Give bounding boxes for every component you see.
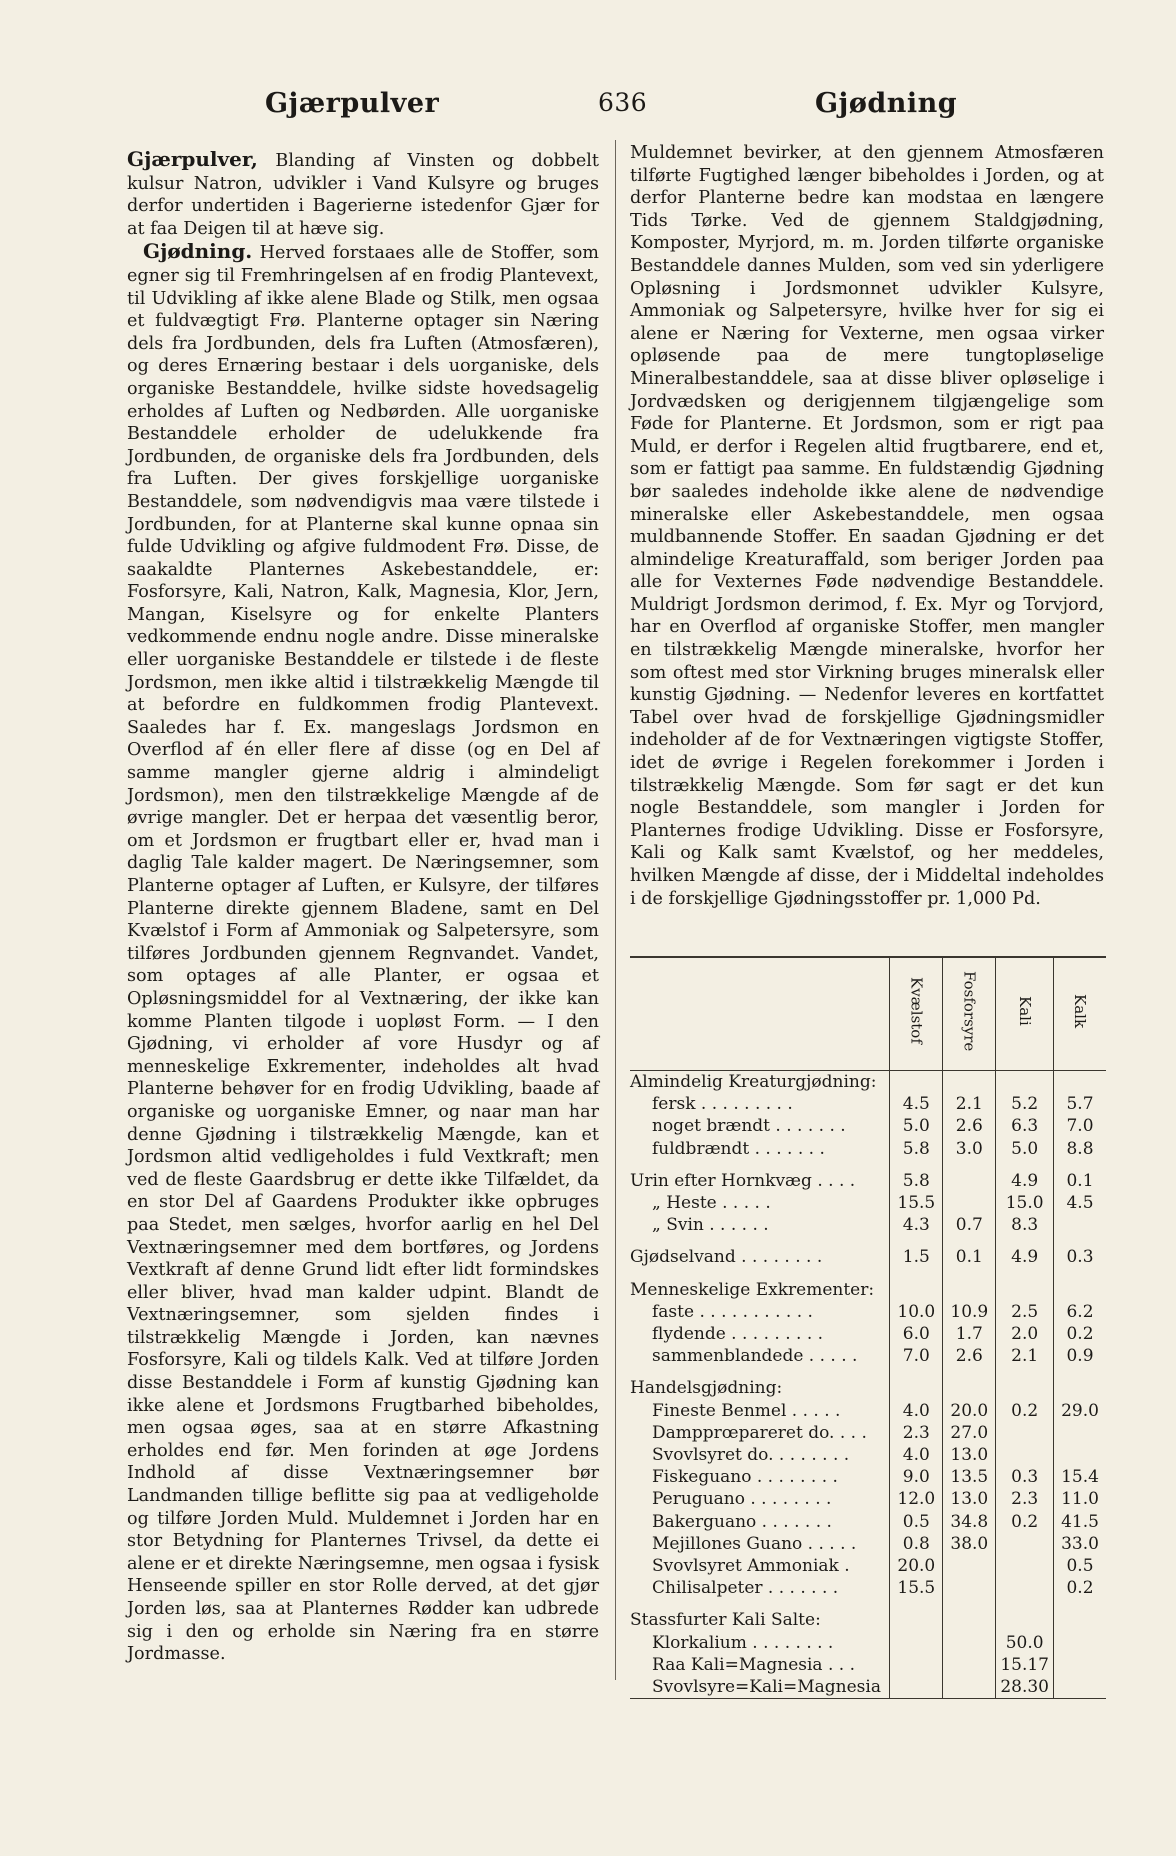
cell-value: 15.5 [890, 1577, 943, 1599]
row-label: Raa Kali=Magnesia . . . [652, 1654, 855, 1675]
cell-value [943, 1071, 996, 1094]
table-body [630, 1071, 1106, 1699]
cell-value: 4.0 [890, 1444, 943, 1466]
table-row [630, 1632, 1106, 1654]
cell-value: 2.1 [996, 1345, 1054, 1367]
table-row [630, 1599, 1106, 1631]
cell-value: 13.0 [943, 1444, 996, 1466]
cell-value [943, 1555, 996, 1577]
cell-value: 0.9 [1054, 1345, 1107, 1367]
cell-value: 4.5 [890, 1093, 943, 1115]
cell-value: 0.5 [1054, 1555, 1107, 1577]
cell-value: 8.3 [996, 1214, 1054, 1236]
cell-value: 0.2 [996, 1511, 1054, 1533]
column-header: Kvælstof [890, 957, 943, 1071]
cell-value: 10.0 [890, 1301, 943, 1323]
cell-value [1054, 1676, 1107, 1699]
cell-value: 5.2 [996, 1093, 1054, 1115]
continued-text: Muldemnet bevirker, at den gjennem Atmosfæren tilførte Fugtighed længer bibeholdes i Jorden, og at derfor Planterne bedre kan modstaa en længere Tids Tørke. Ved de gjennem Staldgjødning, Komposter, Myrjord, m. m. Jorden tilførte organiske Bestanddele dannes Mulden, som ved sin yderligere Opløsning i Jordsmonnet udvikler Kulsyre, Ammoniak og Salpetersyre, hvilke hver for sig ei alene er Næring for Vexterne, men ogsaa virker opløsende paa de mere tungtopløselige Mineralbestanddele, saa at disse bliver opløselige i Jordvædsken og derigjennem tilgjængelige som Føde for Planterne. Et Jordsmon, som er rigt paa Muld, er derfor i Regelen altid frugtbarere, end et, som er fattigt paa samme. En fuldstændig Gjødning bør saaledes indeholde ikke alene de nødvendige mineralske eller Askebestanddele, men ogsaa muldbannende Stoffer. En saadan Gjødning er det almindelige Kreaturaffald, som beriger Jorden paa alle for Vexternes Føde nødvendige Bestanddele. Muldrigt Jordsmon derimod, f. Ex. Myr og Torvjord, har en Overflod af organiske Stoffer, men mangler en tilstrækkelig Mængde mineralske, hvorfor her som oftest med stor Virkning bruges mineralsk eller kunstig Gjødning. — Nedenfor leveres en kortfattet Tabel over hvad de forskjellige Gjødningsmidler indeholder af de for Vextnæringen vigtigste Stoffer, idet de øvrige i Regelen forekommer i Jorden i tilstrækkelig Mængde. Som før sagt er det kun nogle Bestanddele, som mangler i Jorden for Planternes frodige Udvikling. Disse er Fosforsyre, Kali og Kalk samt Kvælstof, og her meddeles, hvilken Mængde af disse, der i Middeltal indeholdes i de forskjellige Gjødningsstoffer pr. 1,000 Pd. [630, 143, 1104, 909]
cell-value [996, 1269, 1054, 1301]
cell-value: 13.5 [943, 1466, 996, 1488]
table-row [630, 1236, 1106, 1268]
cell-value: 20.0 [890, 1555, 943, 1577]
cell-value: 6.0 [890, 1323, 943, 1345]
cell-value [996, 1599, 1054, 1631]
row-label: Gjødselvand . . . . . . . . [630, 1247, 823, 1268]
cell-value [890, 1676, 943, 1699]
row-label: flydende . . . . . . . . . [652, 1324, 824, 1345]
cell-value: 0.5 [890, 1511, 943, 1533]
row-label: Almindelig Kreaturgjødning: [630, 1072, 877, 1092]
fertilizer-table [630, 956, 1106, 1699]
row-label: Handelsgjødning: [630, 1378, 783, 1399]
cell-value [943, 1160, 996, 1192]
entry-text: Herved forstaaes alle de Stoffer, som egner sig til Fremhringelsen af en frodig Plantevext, til Udvikling af ikke alene Blade og Stilk, men ogsaa et fuldvægtigt Frø. Planterne optager sin Næring dels fra Jordbunden, dels fra Luften (Atmosfæren), og deres Ernæring bestaar i dels uorganiske, dels organiske Bestanddele, hvilke sidste hovedsagelig erholdes af Luften og Nedbørden. Alle uorganiske Bestanddele erholder de udelukkende fra Jordbunden, de organiske dels fra Jordbunden, dels fra Luften. Der gives forskjellige uorganiske Bestanddele, som nødvendigvis maa være tilstede i Jordbunden, for at Planterne skal kunne opnaa sin fulde Udvikling og afgive fuldmodent Frø. Disse, de saakaldte Planternes Askebestanddele, er: Fosforsyre, Kali, Natron, Kalk, Magnesia, Klor, Jern, Mangan, Kiselsyre og for enkelte Planters vedkommende endnu nogle andre. Disse mineralske eller uorganiske Bestanddele er tilstede i de fleste Jordsmon, men ikke altid i tilstrækkelig Mængde til at befordre en fuldkommen frodig Plantevext. Saaledes har f. Ex. mangeslags Jordsmon en Overflod af én eller flere af disse (og en Del af samme mangler gjerne aldrig i almindeligt Jordsmon), men den tilstrækkelige Mængde af de øvrige mangler. Det er herpaa det væsentlig beror, om et Jordsmon er frugtbart eller er, hvad man i daglig Tale kalder magert. De Næringsemner, som Planterne optager af Luften, er Kulsyre, der tilføres Planterne direkte gjennem Bladene, samt en Del Kvælstof i Form af Ammoniak og Salpetersyre, som tilføres Jordbunden gjennem Regnvandet. Vandet, som optages af alle Planter, er ogsaa et Opløsningsmiddel for al Vextnæring, der ikke kan komme Planten tilgode i uopløst Form. — I den Gjødning, vi erholder af vore Husdyr og af menneskelige Exkrementer, indeholdes alt hvad Planterne behøver for en frodig Udvikling, baade af organiske og uorganiske Emner, og naar man har denne Gjødning i tilstrækkelig Mængde, kan et Jordsmon altid vedligeholdes i fuld Vextkraft; men ved de fleste Gaardsbrug er dette ikke Tilfældet, da en stor Del af Gaardens Produkter ikke opbruges paa Stedet, men sælges, hvorfor aarlig en hel Del Vextnæringsemner med dem bortføres, og Jordens Vextkraft af denne Grund lidt efter lidt formindskes eller bliver, hvad man kalder udpint. Blandt de Vextnæringsemner, som sjelden findes i tilstrækkelig Mængde i Jorden, kan nævnes Fosforsyre, Kali og tildels Kalk. Ved at tilføre Jorden disse Bestanddele i Form af kunstig Gjødning kan ikke alene et Jordsmons Frugtbarhed bibeholdes, men ogsaa øges, saa at en større Afkastning erholdes end før. Men forinden at øge Jordens Indhold af disse Vextnæringsemner bør Landmanden tillige beflitte sig paa at vedligeholde og tilføre Jorden Muld. Muldemnet i Jorden har en stor Betydning for Planternes Trivsel, da dette ei alene er et direkte Næringsemne, men ogsaa i fysisk Henseende spiller en stor Rolle derved, at det gjør Jorden løs, saa at Planternes Rødder kan udbrede sig i den og erholde sin Næring fra en større Jordmasse. [127, 243, 599, 1665]
row-label: Urin efter Hornkvæg . . . . [630, 1170, 856, 1191]
cell-value: 0.2 [1054, 1323, 1107, 1345]
cell-value [996, 1367, 1054, 1399]
row-label: Klorkalium . . . . . . . . [652, 1632, 834, 1653]
cell-value: 2.5 [996, 1301, 1054, 1323]
cell-value: 5.8 [890, 1160, 943, 1192]
cell-value: 0.8 [890, 1533, 943, 1555]
cell-value: 27.0 [943, 1422, 996, 1444]
cell-value [996, 1444, 1054, 1466]
cell-value [943, 1367, 996, 1399]
cell-value: 15.0 [996, 1192, 1054, 1214]
row-label: Fiskeguano . . . . . . . . [652, 1467, 838, 1488]
cell-value [996, 1555, 1054, 1577]
cell-value: 4.9 [996, 1160, 1054, 1192]
cell-value: 0.7 [943, 1214, 996, 1236]
row-label: Svovlsyre=Kali=Magnesia [630, 1676, 890, 1699]
right-column [630, 142, 1104, 910]
table-row [630, 1511, 1106, 1533]
row-label: fersk . . . . . . . . . [652, 1094, 793, 1115]
table-row [630, 1071, 1106, 1094]
table-header-label-cell [630, 957, 890, 1071]
cell-value: 34.8 [943, 1511, 996, 1533]
row-label: Peruguano . . . . . . . . [652, 1489, 832, 1510]
cell-value: 7.0 [890, 1345, 943, 1367]
cell-value: 11.0 [1054, 1488, 1107, 1510]
cell-value: 50.0 [996, 1632, 1054, 1654]
cell-value: 2.3 [996, 1488, 1054, 1510]
cell-value [943, 1269, 996, 1301]
cell-value: 33.0 [1054, 1533, 1107, 1555]
table-row [630, 1676, 1106, 1699]
row-label: Svovlsyret Ammoniak . [652, 1556, 850, 1577]
row-label: Svovlsyret do. . . . . . . . [652, 1445, 850, 1466]
cell-value: 2.0 [996, 1323, 1054, 1345]
table-row [630, 1345, 1106, 1367]
running-head-right: Gjødning [815, 88, 958, 119]
cell-value: 7.0 [1054, 1115, 1107, 1137]
row-label: noget brændt . . . . . . . [652, 1116, 846, 1137]
table-row [630, 1093, 1106, 1115]
table-row [630, 1214, 1106, 1236]
cell-value [1054, 1654, 1107, 1676]
cell-value [1054, 1071, 1107, 1094]
cell-value: 12.0 [890, 1488, 943, 1510]
cell-value [1054, 1214, 1107, 1236]
table-row [630, 1488, 1106, 1510]
table-row [630, 1555, 1106, 1577]
table-row [630, 1115, 1106, 1137]
cell-value: 6.3 [996, 1115, 1054, 1137]
cell-value [890, 1367, 943, 1399]
cell-value: 10.9 [943, 1301, 996, 1323]
table-row [630, 1160, 1106, 1192]
cell-value [1054, 1422, 1107, 1444]
cell-value: 29.0 [1054, 1400, 1107, 1422]
table-row [630, 1577, 1106, 1599]
row-label: Fineste Benmel . . . . . [652, 1400, 841, 1421]
entry-gjaerpulver [127, 148, 599, 240]
table-row [630, 1301, 1106, 1323]
table-row [630, 1138, 1106, 1160]
cell-value: 15.4 [1054, 1466, 1107, 1488]
cell-value: 0.3 [1054, 1236, 1107, 1268]
cell-value [943, 1192, 996, 1214]
table-row [630, 1400, 1106, 1422]
cell-value: 6.2 [1054, 1301, 1107, 1323]
row-label: fuldbrændt . . . . . . . [652, 1138, 825, 1159]
row-label: „ Svin . . . . . . [652, 1215, 769, 1236]
entry-term: Gjærpulver, [127, 147, 258, 171]
table-row [630, 1466, 1106, 1488]
cell-value [1054, 1269, 1107, 1301]
cell-value: 15.5 [890, 1192, 943, 1214]
cell-value: 9.0 [890, 1466, 943, 1488]
page-number: 636 [598, 88, 648, 117]
cell-value: 3.0 [943, 1138, 996, 1160]
cell-value: 4.0 [890, 1400, 943, 1422]
cell-value: 1.7 [943, 1323, 996, 1345]
row-label: faste . . . . . . . . . . . [652, 1301, 813, 1322]
cell-value: 0.3 [996, 1466, 1054, 1488]
cell-value [890, 1632, 943, 1654]
cell-value [943, 1577, 996, 1599]
entry-gjodning [127, 240, 599, 1665]
cell-value: 13.0 [943, 1488, 996, 1510]
cell-value: 2.3 [890, 1422, 943, 1444]
cell-value: 28.30 [996, 1676, 1054, 1699]
column-header: Kali [996, 957, 1054, 1071]
cell-value: 2.6 [943, 1345, 996, 1367]
cell-value [996, 1071, 1054, 1094]
cell-value: 4.3 [890, 1214, 943, 1236]
table-row [630, 1269, 1106, 1301]
row-label: Dampprœpareret do. . . . [652, 1422, 867, 1443]
table-row [630, 1367, 1106, 1399]
cell-value: 4.9 [996, 1236, 1054, 1268]
row-label: Menneskelige Exkrementer: [630, 1279, 875, 1300]
cell-value [996, 1533, 1054, 1555]
table-row [630, 1422, 1106, 1444]
cell-value [1054, 1599, 1107, 1631]
row-label: „ Heste . . . . . [652, 1193, 771, 1214]
column-header: Kalk [1054, 957, 1107, 1071]
cell-value: 4.5 [1054, 1192, 1107, 1214]
column-header: Fosforsyre [943, 957, 996, 1071]
row-label: Chilisalpeter . . . . . . . [652, 1578, 839, 1599]
cell-value: 20.0 [943, 1400, 996, 1422]
cell-value: 5.8 [890, 1138, 943, 1160]
cell-value: 1.5 [890, 1236, 943, 1268]
cell-value [996, 1422, 1054, 1444]
table-row [630, 1323, 1106, 1345]
cell-value: 0.1 [1054, 1160, 1107, 1192]
cell-value [943, 1676, 996, 1699]
running-head-left: Gjærpulver [265, 88, 440, 119]
entry-term: Gjødning. [143, 239, 253, 264]
table-row [630, 1444, 1106, 1466]
cell-value: 5.0 [890, 1115, 943, 1137]
left-column [127, 148, 599, 1666]
cell-value [890, 1599, 943, 1631]
cell-value [996, 1577, 1054, 1599]
row-label: Mejillones Guano . . . . . [652, 1533, 857, 1554]
row-label: Bakerguano . . . . . . . [652, 1511, 832, 1532]
table-header-row [630, 957, 1106, 1071]
cell-value [943, 1599, 996, 1631]
cell-value [890, 1269, 943, 1301]
cell-value: 5.0 [996, 1138, 1054, 1160]
cell-value: 8.8 [1054, 1138, 1107, 1160]
table-row [630, 1192, 1106, 1214]
cell-value: 2.1 [943, 1093, 996, 1115]
table-row [630, 1533, 1106, 1555]
cell-value [1054, 1632, 1107, 1654]
column-divider [615, 140, 616, 1680]
cell-value: 2.6 [943, 1115, 996, 1137]
cell-value [943, 1632, 996, 1654]
cell-value: 0.1 [943, 1236, 996, 1268]
table-row [630, 1654, 1106, 1676]
entry-text: Blanding af Vinsten og dobbelt kulsur Natron, udvikler i Vand Kulsyre og bruges derfor undertiden i Bagerierne istedenfor Gjær for at faa Deigen til at hæve sig. [127, 151, 599, 239]
cell-value [1054, 1444, 1107, 1466]
cell-value [890, 1654, 943, 1676]
cell-value [890, 1071, 943, 1094]
cell-value: 0.2 [996, 1400, 1054, 1422]
cell-value [1054, 1367, 1107, 1399]
cell-value: 38.0 [943, 1533, 996, 1555]
row-label: Stassfurter Kali Salte: [630, 1610, 821, 1631]
cell-value: 0.2 [1054, 1577, 1107, 1599]
cell-value: 15.17 [996, 1654, 1054, 1676]
cell-value: 5.7 [1054, 1093, 1107, 1115]
row-label: sammenblandede . . . . . [652, 1346, 858, 1367]
cell-value [943, 1654, 996, 1676]
cell-value: 41.5 [1054, 1511, 1107, 1533]
